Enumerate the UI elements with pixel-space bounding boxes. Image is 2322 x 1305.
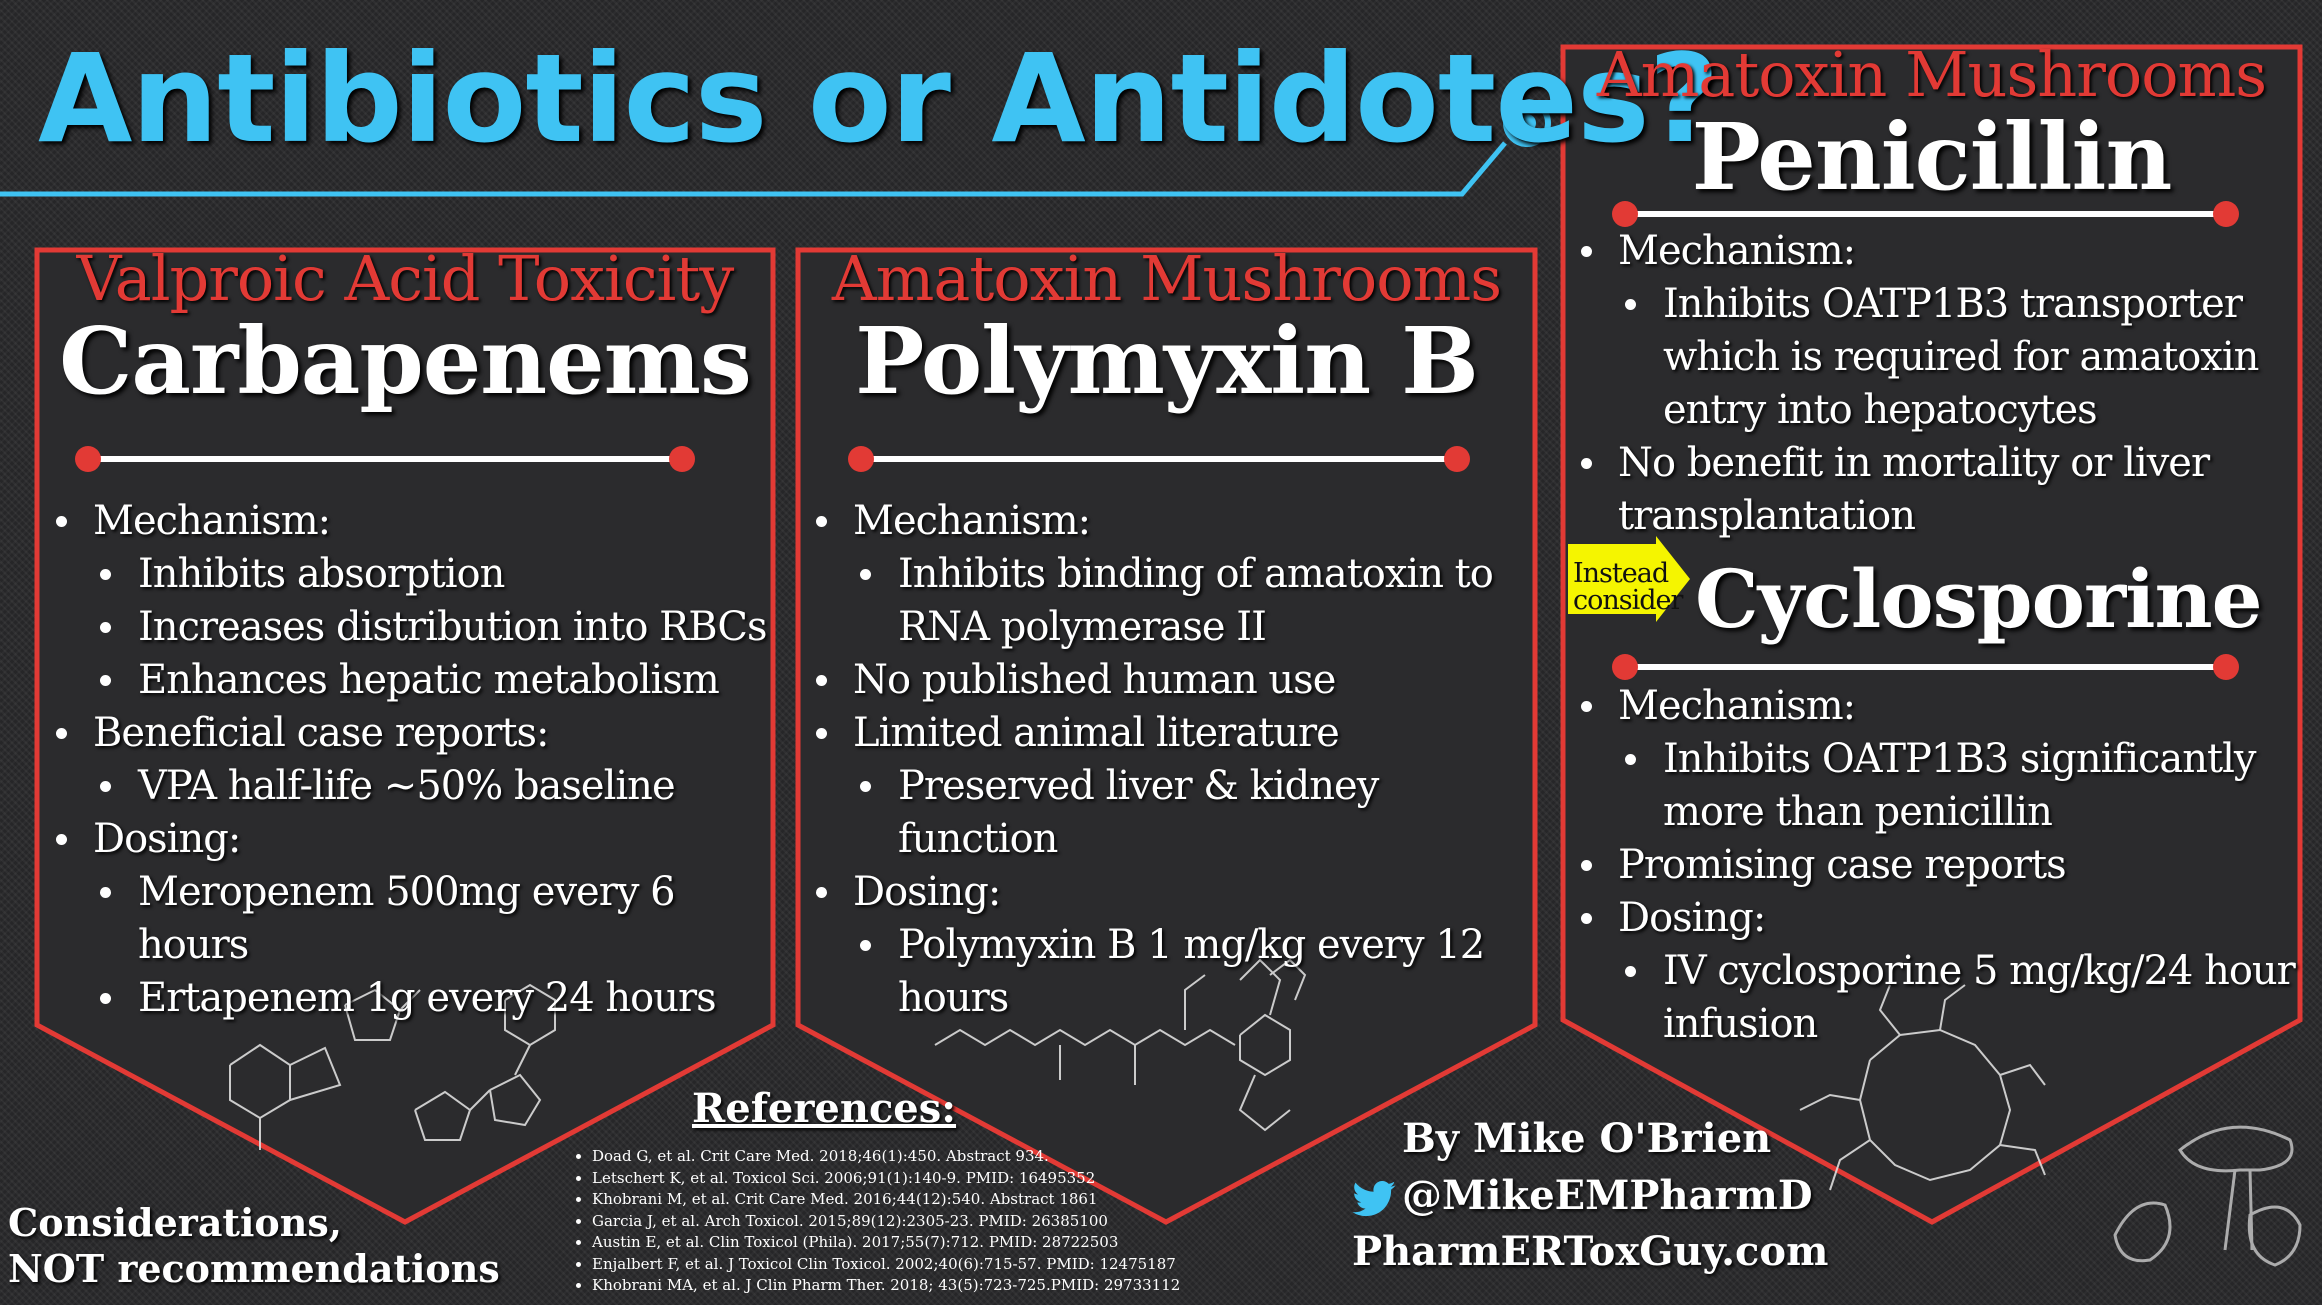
sub-bullet-item: RNA polymerase II	[898, 604, 1266, 650]
sub-bullet-item: Inhibits absorption	[48, 548, 768, 601]
reference-item: • Khobrani M, et al. Crit Care Med. 2016;44(12):540. Abstract 1861	[592, 1189, 1180, 1211]
bullet-item: Dosing:	[1573, 892, 2298, 945]
considerations-line-2: NOT recommendations	[8, 1246, 500, 1291]
panel-3-drug: Penicillin	[1691, 103, 2172, 211]
author-credit: By Mike O'Brien	[1402, 1115, 1772, 1162]
sub-bullet-item: Preserved liver & kidney function	[808, 760, 1533, 866]
sub-bullet-item: Inhibits OATP1B3 transporter	[1573, 278, 2298, 331]
sub-bullet-item: Ertapenem 1g every 24 hours	[48, 972, 768, 1025]
sub-bullet-item: Meropenem 500mg every 6 hours	[48, 866, 768, 972]
bullet-item: No published human use	[808, 654, 1533, 707]
reference-item: • Khobrani MA, et al. J Clin Pharm Ther. 2018; 43(5):723-725.PMID: 29733112	[592, 1275, 1180, 1297]
page-title: Antibiotics or Antidotes?	[38, 28, 1719, 170]
references-title: References:	[692, 1085, 957, 1132]
sub-bullet-item: which is required for amatoxin	[1663, 334, 2259, 380]
reference-item: • Garcia J, et al. Arch Toxicol. 2015;89(12):2305-23. PMID: 26385100	[592, 1211, 1180, 1233]
bullet-item: Limited animal literature	[808, 707, 1533, 760]
considerations-line-1: Considerations,	[8, 1200, 343, 1245]
twitter-handle-text: @MikeEMPharmD	[1402, 1172, 1813, 1219]
bullet-item: Dosing:	[48, 813, 768, 866]
panel-2-drug: Polymyxin B	[855, 307, 1478, 415]
bullet-item: Dosing:	[808, 866, 1533, 919]
panel-2-bullets	[808, 495, 1533, 1025]
bullet-item: Mechanism:	[48, 495, 768, 548]
reference-item: • Enjalbert F, et al. J Toxicol Clin Toxicol. 2002;40(6):715-57. PMID: 12475187	[592, 1254, 1180, 1276]
alt-drug-title: Cyclosporine	[1695, 552, 2262, 646]
considerations-note	[8, 1200, 500, 1292]
bullet-item: transplantation	[1618, 493, 1915, 539]
sub-bullet-item: Polymyxin B 1 mg/kg every 12	[808, 919, 1533, 972]
sub-bullet-item: Enhances hepatic metabolism	[48, 654, 768, 707]
sub-bullet-item: hours	[898, 975, 1009, 1021]
panel-3-alt-bullets	[1573, 680, 2298, 1051]
bullet-item: No benefit in mortality or liver	[1573, 437, 2298, 490]
sub-bullet-item: IV cyclosporine 5 mg/kg/24 hour	[1573, 945, 2298, 998]
sub-bullet-item: infusion	[1663, 1001, 1818, 1047]
website-link[interactable]: PharmERToxGuy.com	[1352, 1228, 1829, 1275]
panel-1-drug: Carbapenems	[59, 307, 751, 415]
references-list	[570, 1146, 1180, 1297]
sub-bullet-item: VPA half-life ~50% baseline	[48, 760, 768, 813]
bullet-item: Mechanism:	[1573, 680, 2298, 733]
bullet-item: Beneficial case reports:	[48, 707, 768, 760]
reference-item: • Letschert K, et al. Toxicol Sci. 2006;91(1):140-9. PMID: 16495352	[592, 1168, 1180, 1190]
bullet-item: Promising case reports	[1573, 839, 2298, 892]
bullet-item: Mechanism:	[808, 495, 1533, 548]
panel-1-subtitle: Valproic Acid Toxicity	[76, 242, 734, 315]
panel-1-header	[37, 242, 773, 415]
panel-2-subtitle: Amatoxin Mushrooms	[831, 242, 1502, 315]
panel-3-bullets	[1573, 225, 2298, 543]
sub-bullet-item: Inhibits binding of amatoxin to	[808, 548, 1533, 601]
sub-bullet-item: Increases distribution into RBCs	[48, 601, 768, 654]
bullet-item: Mechanism:	[1573, 225, 2298, 278]
twitter-handle[interactable]	[1352, 1172, 1813, 1219]
panel-1-bullets	[48, 495, 768, 1025]
reference-item: • Austin E, et al. Clin Toxicol (Phila). 2017;55(7):712. PMID: 28722503	[592, 1232, 1180, 1254]
instead-consider-label: Instead consider	[1573, 558, 1683, 616]
sub-bullet-item: Inhibits OATP1B3 significantly	[1573, 733, 2298, 786]
panel-3-subtitle: Amatoxin Mushrooms	[1596, 38, 2267, 111]
sub-bullet-item: more than penicillin	[1663, 789, 2052, 835]
sub-bullet-item: entry into hepatocytes	[1663, 387, 2097, 433]
panel-3-header	[1563, 38, 2300, 211]
reference-item: • Doad G, et al. Crit Care Med. 2018;46(1):450. Abstract 934.	[592, 1146, 1180, 1168]
panel-2-header	[798, 242, 1535, 415]
mushroom-sketch-icon	[2115, 1127, 2300, 1265]
twitter-bird-icon	[1352, 1181, 1396, 1217]
